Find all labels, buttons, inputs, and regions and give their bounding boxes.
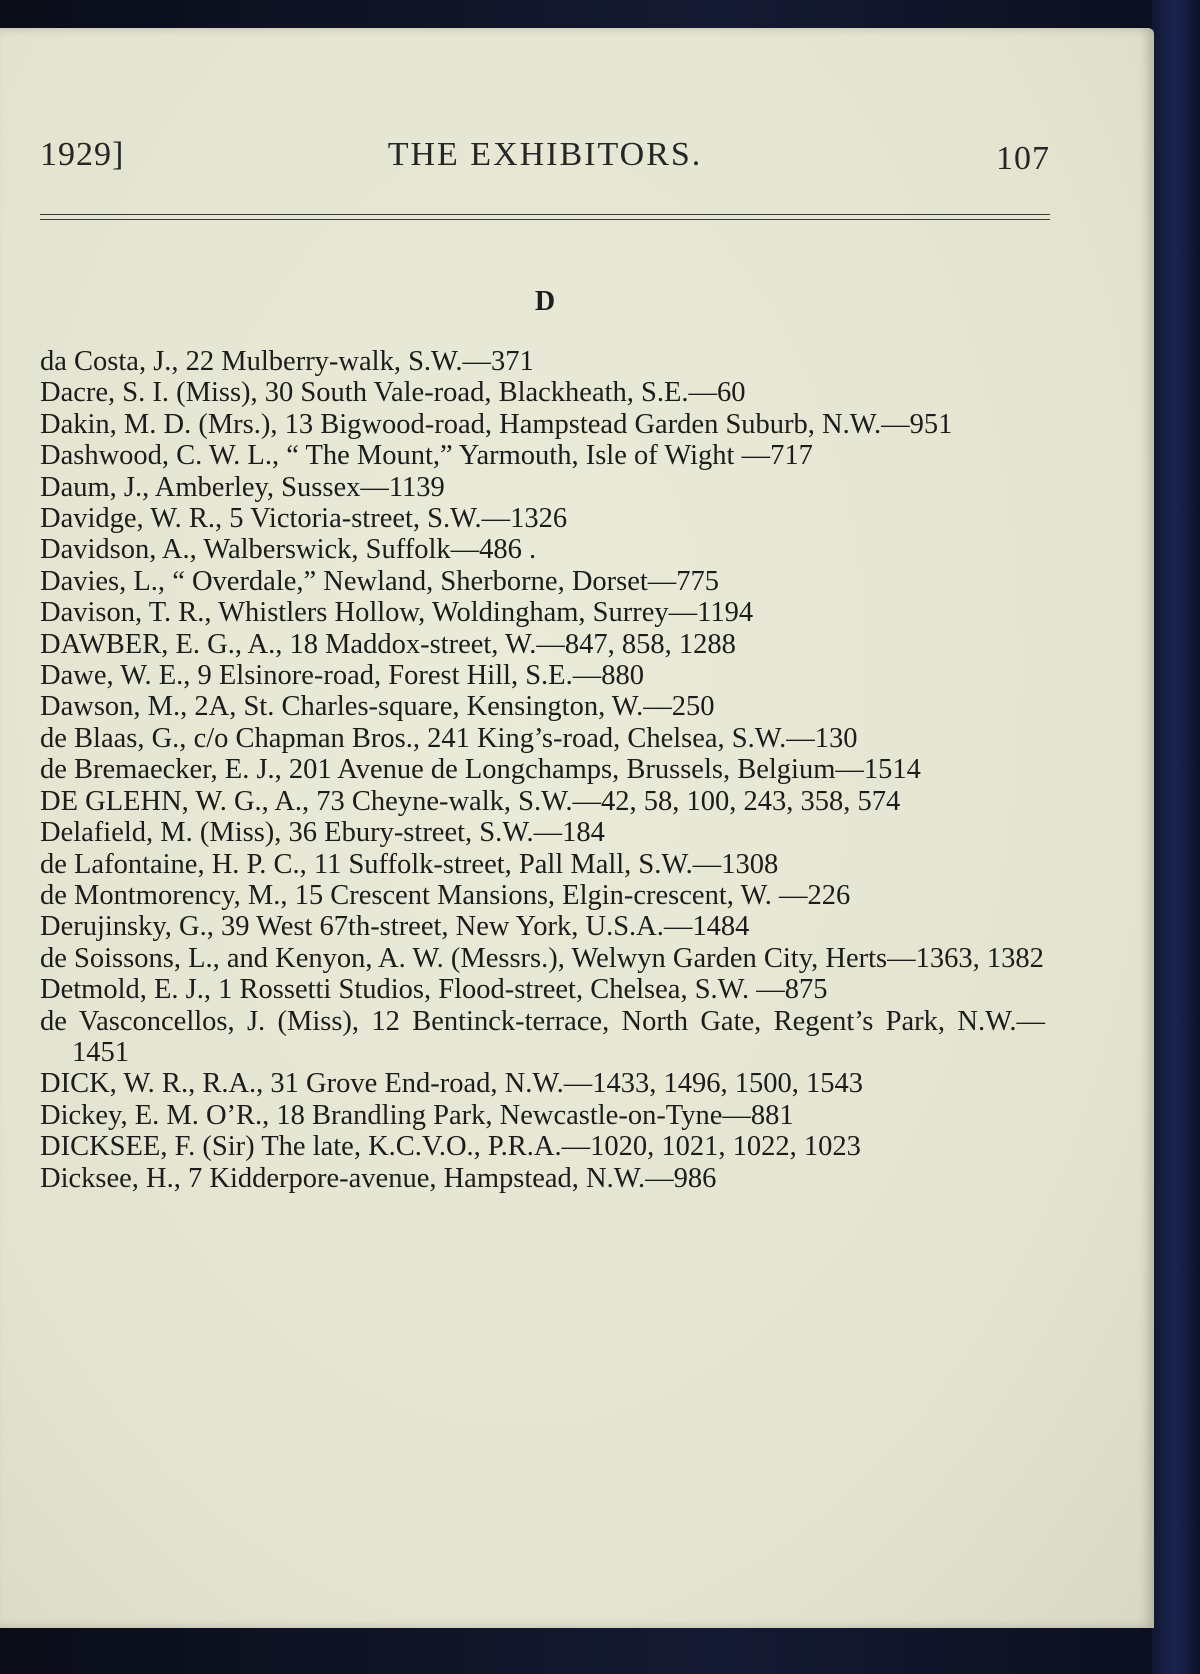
exhibitor-name: Dakin, M. D. (Mrs.), <box>40 408 278 440</box>
exhibitor-details: K.C.V.O., P.R.A.—1020, 1021, 1022, 1023 <box>360 1131 861 1163</box>
exhibitor-details: 39 West 67th-street, New York, U.S.A.—1484 <box>213 911 750 943</box>
exhibitor-entry <box>40 440 1045 471</box>
book-page <box>0 28 1154 1628</box>
exhibitor-entry <box>40 786 1045 817</box>
exhibitor-entry <box>40 629 1045 660</box>
page-header <box>40 136 1050 186</box>
exhibitor-details: 12 Bentinck-terrace, North Gate, Regent’s Park, N.W.—1451 <box>72 1005 1045 1068</box>
exhibitor-entry <box>40 1100 1045 1131</box>
section-letter: D <box>534 286 556 317</box>
exhibitor-entry <box>40 943 1045 974</box>
exhibitor-entry <box>40 754 1045 785</box>
exhibitor-details: 15 Crescent Mansions, Elgin-crescent, W. —226 <box>287 879 851 911</box>
exhibitor-entry <box>40 817 1045 848</box>
exhibitor-details: 9 Elsinore-road, Forest Hill, S.E.—880 <box>190 660 644 692</box>
exhibitor-list <box>40 346 1045 1194</box>
exhibitor-details: “ Overdale,” Newland, Sherborne, Dorset—775 <box>165 565 720 597</box>
exhibitor-name: Davies, L., <box>40 565 166 597</box>
exhibitor-entry <box>40 597 1045 628</box>
exhibitor-entry <box>40 1163 1045 1194</box>
running-title: THE EXHIBITORS. <box>387 136 703 173</box>
exhibitor-name: Derujinsky, G., <box>40 911 214 943</box>
exhibitor-name: Dawe, W. E., <box>40 660 191 692</box>
exhibitor-name: Dawson, M., <box>40 691 188 723</box>
exhibitor-entry <box>40 534 1045 565</box>
page-number: 107 <box>996 140 1050 177</box>
exhibitor-details: 30 South Vale-road, Blackheath, S.E.—60 <box>257 377 746 409</box>
exhibitor-details: 22 Mulberry-walk, S.W.—371 <box>178 346 534 377</box>
exhibitor-details: Welwyn Garden City, Herts—1363, 1382 <box>564 942 1044 974</box>
exhibitor-name: de Vasconcellos, J. (Miss), <box>40 1005 360 1037</box>
header-year: 1929] <box>40 136 125 173</box>
exhibitor-details: 73 Cheyne-walk, S.W.—42, 58, 100, 243, 358, 574 <box>309 785 901 817</box>
header-rule-top <box>40 214 1050 215</box>
exhibitor-name: Daum, J., <box>40 471 150 503</box>
exhibitor-name: Davison, T. R., <box>40 597 212 629</box>
exhibitor-entry <box>40 1068 1045 1099</box>
exhibitor-entry <box>40 377 1045 408</box>
exhibitor-name: DAWBER, E. G., A., <box>40 628 283 660</box>
exhibitor-entry <box>40 974 1045 1005</box>
exhibitor-details: “ The Mount,” Yarmouth, Isle of Wight —717 <box>279 440 813 472</box>
exhibitor-name: de Soissons, L., and Kenyon, A. W. (Messrs.), <box>40 942 565 974</box>
exhibitor-entry <box>40 472 1045 503</box>
exhibitor-entry <box>40 346 1045 377</box>
exhibitor-details: 36 Ebury-street, S.W.—184 <box>281 817 605 849</box>
exhibitor-entry <box>40 911 1045 942</box>
exhibitor-details: 7 Kidderpore-avenue, Hampstead, N.W.—986 <box>180 1162 717 1194</box>
exhibitor-name: Dacre, S. I. (Miss), <box>40 377 258 409</box>
exhibitor-entry <box>40 660 1045 691</box>
exhibitor-name: de Montmorency, M., <box>40 879 288 911</box>
exhibitor-details: Amberley, Sussex—1139 <box>149 471 445 503</box>
exhibitor-name: Davidge, W. R., <box>40 503 223 535</box>
book-cover-edge <box>1152 0 1200 1674</box>
exhibitor-details: 2A, St. Charles-square, Kensington, W.—250 <box>187 691 715 723</box>
exhibitor-entry <box>40 409 1045 440</box>
exhibitor-name: Delafield, M. (Miss), <box>40 817 282 849</box>
exhibitor-details: 13 Bigwood-road, Hampstead Garden Suburb, N.W.—951 <box>277 408 953 440</box>
exhibitor-entry <box>40 1131 1045 1162</box>
exhibitor-details: 11 Suffolk-street, Pall Mall, S.W.—1308 <box>306 848 779 880</box>
exhibitor-name: Davidson, A., <box>40 534 197 566</box>
exhibitor-name: Dicksee, H., <box>40 1162 181 1194</box>
exhibitor-details: 31 Grove End-road, N.W.—1433, 1496, 1500, 1543 <box>263 1068 864 1100</box>
exhibitor-details: 18 Maddox-street, W.—847, 858, 1288 <box>282 628 736 660</box>
exhibitor-name: de Blaas, G., <box>40 722 187 754</box>
exhibitor-name: Dickey, E. M. O’R., <box>40 1099 270 1131</box>
exhibitor-details: c/o Chapman Bros., 241 King’s-road, Chelsea, S.W.—130 <box>186 722 858 754</box>
exhibitor-entry <box>40 880 1045 911</box>
exhibitor-entry <box>40 849 1045 880</box>
exhibitor-details: 201 Avenue de Longchamps, Brussels, Belgium—1514 <box>281 754 921 786</box>
exhibitor-details: Walberswick, Suffolk—486 . <box>196 534 537 566</box>
exhibitor-entry <box>40 566 1045 597</box>
exhibitor-name: de Bremaecker, E. J., <box>40 754 282 786</box>
exhibitor-details: Whistlers Hollow, Woldingham, Surrey—1194 <box>211 597 754 629</box>
exhibitor-details: 18 Brandling Park, Newcastle-on-Tyne—881 <box>269 1099 794 1131</box>
exhibitor-entry <box>40 723 1045 754</box>
exhibitor-name: DICK, W. R., R.A., <box>40 1068 264 1100</box>
header-rule-bottom <box>40 219 1050 220</box>
exhibitor-name: DICKSEE, F. (Sir) The late, <box>40 1131 361 1163</box>
exhibitor-name: Detmold, E. J., <box>40 974 211 1006</box>
exhibitor-details: 1 Rossetti Studios, Flood-street, Chelsea, S.W. —875 <box>211 974 828 1006</box>
exhibitor-name: da Costa, J., <box>40 346 179 377</box>
exhibitor-entry <box>40 691 1045 722</box>
exhibitor-name: Dashwood, C. W. L., <box>40 440 280 472</box>
exhibitor-name: DE GLEHN, W. G., A., <box>40 785 310 817</box>
exhibitor-name: de Lafontaine, H. P. C., <box>40 848 307 880</box>
exhibitor-details: 5 Victoria-street, S.W.—1326 <box>222 503 568 535</box>
exhibitor-entry <box>40 1006 1045 1069</box>
exhibitor-entry <box>40 503 1045 534</box>
